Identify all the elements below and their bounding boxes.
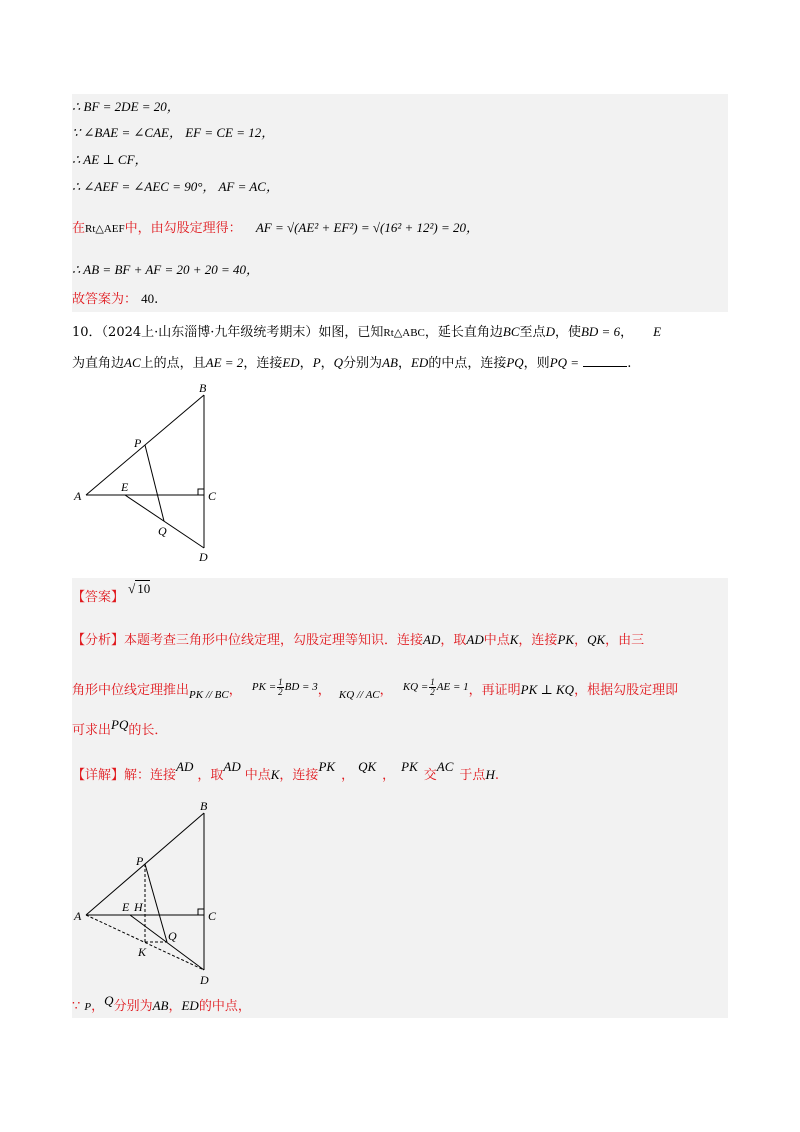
- math-ac: AC: [436, 759, 454, 774]
- math-pk: PK: [557, 632, 575, 647]
- right-angle-mark: [198, 909, 204, 915]
- math-rt-abc: Rt△ABC: [383, 327, 425, 339]
- question-source: （2024上·山东淄博·九年级统考期末）: [101, 325, 319, 340]
- label-d: D: [200, 973, 209, 987]
- question-text: 上的点，且: [140, 356, 206, 371]
- question-text: 如图，已知: [318, 325, 384, 340]
- math-q: Q: [104, 993, 114, 1008]
- question-text: ，: [397, 356, 411, 371]
- answer-tag: 【答案】: [72, 590, 125, 605]
- detail-tag: 【详解】: [72, 768, 125, 783]
- math-pk-perp-kq: PK ⊥ KQ: [520, 682, 575, 697]
- answer-blank: [583, 354, 627, 367]
- analysis-text: ，连接: [518, 633, 558, 648]
- math-pq: PQ: [506, 355, 524, 370]
- analysis-text: ，: [228, 683, 242, 698]
- answer-line: 【答案】 √ 10: [72, 581, 151, 605]
- prev-line-5: [72, 219, 479, 238]
- detail-text: ，: [91, 999, 105, 1014]
- analysis-text: ，取: [440, 633, 467, 648]
- question-text: ，: [620, 325, 634, 340]
- analysis-text: ，再证明: [468, 683, 521, 698]
- analysis-text: ，根据勾股定理即: [574, 683, 679, 698]
- question-number: 10．: [72, 325, 102, 340]
- math-ad: AD: [423, 632, 441, 647]
- because-symbol: ∵: [72, 999, 81, 1014]
- question-text: 为直角边: [72, 356, 125, 371]
- math-p: P: [312, 355, 321, 370]
- label-q: Q: [158, 524, 167, 538]
- math-bd-3: BD = 3: [284, 681, 318, 693]
- analysis-text: 本题考查三角形中位线定理，勾股定理等知识．连接: [124, 633, 424, 648]
- math-k: K: [270, 767, 280, 782]
- label-k: K: [138, 945, 147, 959]
- prev-solution-block: [72, 94, 728, 312]
- label-c: C: [208, 909, 217, 923]
- prev-line-7-end: .: [154, 292, 159, 307]
- prev-line-7-text: 故答案为：: [72, 292, 138, 307]
- math-qk: QK: [358, 759, 377, 774]
- question-text: 的中点，连接: [428, 356, 507, 371]
- label-q: Q: [168, 929, 177, 943]
- math-ad: AD: [466, 632, 484, 647]
- question-text: ，则: [523, 356, 550, 371]
- question-line-1: [72, 323, 661, 342]
- last-line: [72, 993, 251, 1016]
- label-e: E: [121, 480, 129, 494]
- prev-line-7: [72, 290, 158, 309]
- label-a: A: [74, 489, 82, 503]
- prev-line-5-math: AF = √(AE² + EF²) = √(16² + 12²) = 20，: [255, 220, 479, 235]
- prev-line-1: ∴ BF = 2DE = 20，: [72, 99, 180, 114]
- math-p: P: [84, 1001, 92, 1013]
- analysis-text: ，: [574, 633, 588, 648]
- math-k: K: [509, 632, 519, 647]
- math-h: H: [485, 767, 495, 782]
- analysis-text: 的长．: [128, 723, 168, 738]
- fraction-half: $\frac{1}{2}$: [430, 676, 435, 697]
- question-text: ，: [299, 356, 313, 371]
- analysis-text: ，由三: [605, 633, 645, 648]
- math-ab: AB: [152, 998, 169, 1013]
- analysis-line-2: [72, 676, 679, 701]
- right-angle-mark: [198, 489, 204, 495]
- geometry-figure-1: [66, 380, 226, 565]
- detail-text: ，: [168, 999, 182, 1014]
- detail-text: ，: [341, 768, 355, 783]
- math-ac: AC: [124, 355, 141, 370]
- math-pq: PQ: [111, 717, 129, 732]
- math-e: E: [653, 324, 662, 339]
- detail-text: 的中点，: [198, 999, 251, 1014]
- math-pk-eq: PK =: [251, 681, 277, 693]
- fraction-half: $\frac{1}{2}$: [278, 676, 283, 697]
- label-c: C: [208, 489, 217, 503]
- question-text: .: [627, 356, 632, 371]
- answer-value: 10: [137, 581, 151, 596]
- math-ed: ED: [181, 998, 199, 1013]
- detail-text: ，取: [197, 768, 224, 783]
- math-qk: QK: [587, 632, 606, 647]
- math-pk-parallel-bc: PK // BC: [189, 689, 229, 701]
- label-p: P: [136, 854, 144, 868]
- math-ad: AD: [176, 759, 194, 774]
- detail-line: [72, 759, 499, 785]
- math-ae-1: AE = 1: [436, 681, 469, 693]
- analysis-line-3: [72, 717, 168, 740]
- analysis-line-1: [72, 631, 644, 650]
- detail-text: 分别为: [113, 999, 153, 1014]
- math-q: Q: [333, 355, 344, 370]
- analysis-text: 中点: [483, 633, 510, 648]
- segment-ed: [125, 495, 204, 548]
- label-d: D: [199, 550, 208, 564]
- detail-text: 于点: [459, 768, 486, 783]
- math-pk: PK: [318, 759, 336, 774]
- math-ed: ED: [282, 355, 300, 370]
- analysis-text: ，: [317, 683, 331, 698]
- solution-block: [72, 578, 728, 1018]
- math-ed: ED: [410, 355, 429, 370]
- analysis-text: 可求出: [72, 723, 112, 738]
- detail-text: 中点: [244, 768, 271, 783]
- detail-text: .: [494, 768, 499, 783]
- label-b: B: [199, 381, 207, 395]
- prev-line-2: ∵ ∠BAE = ∠CAE， EF = CE = 12，: [72, 125, 275, 140]
- geometry-figure-2: [66, 798, 226, 988]
- label-b: B: [200, 799, 208, 813]
- math-pk: PK: [401, 759, 418, 774]
- math-bc: BC: [502, 324, 520, 339]
- question-text: ，延长直角边: [424, 325, 503, 340]
- detail-text: ，连接: [279, 768, 319, 783]
- question-text: 分别为: [343, 356, 383, 371]
- math-ad: AD: [223, 759, 241, 774]
- prev-line-6: ∴ AB = BF + AF = 20 + 20 = 40，: [72, 262, 260, 277]
- label-e: E: [122, 900, 130, 914]
- label-h: H: [134, 900, 143, 914]
- label-p: P: [134, 436, 142, 450]
- prev-line-5-text2: 中，由勾股定理得：: [124, 221, 242, 236]
- segment-pq: [145, 445, 164, 521]
- math-pq-eq: PQ =: [549, 355, 580, 370]
- analysis-text: 角形中位线定理推出: [72, 683, 190, 698]
- detail-text: ，: [382, 768, 396, 783]
- prev-line-5-text1: 在: [72, 221, 86, 236]
- question-text: ，: [320, 356, 334, 371]
- question-text: ，连接: [243, 356, 283, 371]
- prev-line-3: ∴ AE ⊥ CF，: [72, 152, 148, 167]
- detail-text: 解：连接: [124, 768, 177, 783]
- analysis-tag: 【分析】: [72, 633, 125, 648]
- segment-pq: [145, 864, 167, 942]
- math-bd: BD = 6: [580, 324, 621, 339]
- math-ab: AB: [382, 355, 398, 370]
- question-text: 至点: [519, 325, 546, 340]
- detail-text: 交: [423, 768, 437, 783]
- analysis-text: ，: [379, 683, 393, 698]
- prev-line-5-tri: Rt△AEF: [85, 223, 125, 235]
- prev-line-7-value: 40: [141, 291, 155, 306]
- math-kq-eq: KQ =: [402, 681, 429, 693]
- math-ae: AE = 2: [205, 355, 244, 370]
- math-kq-parallel-ac: KQ // AC: [338, 689, 380, 701]
- label-a: A: [74, 909, 82, 923]
- math-d: D: [545, 324, 555, 339]
- prev-line-4: ∴ ∠AEF = ∠AEC = 90°， AF = AC，: [72, 179, 279, 194]
- question-line-2: [72, 354, 631, 373]
- question-text: ，使: [554, 325, 581, 340]
